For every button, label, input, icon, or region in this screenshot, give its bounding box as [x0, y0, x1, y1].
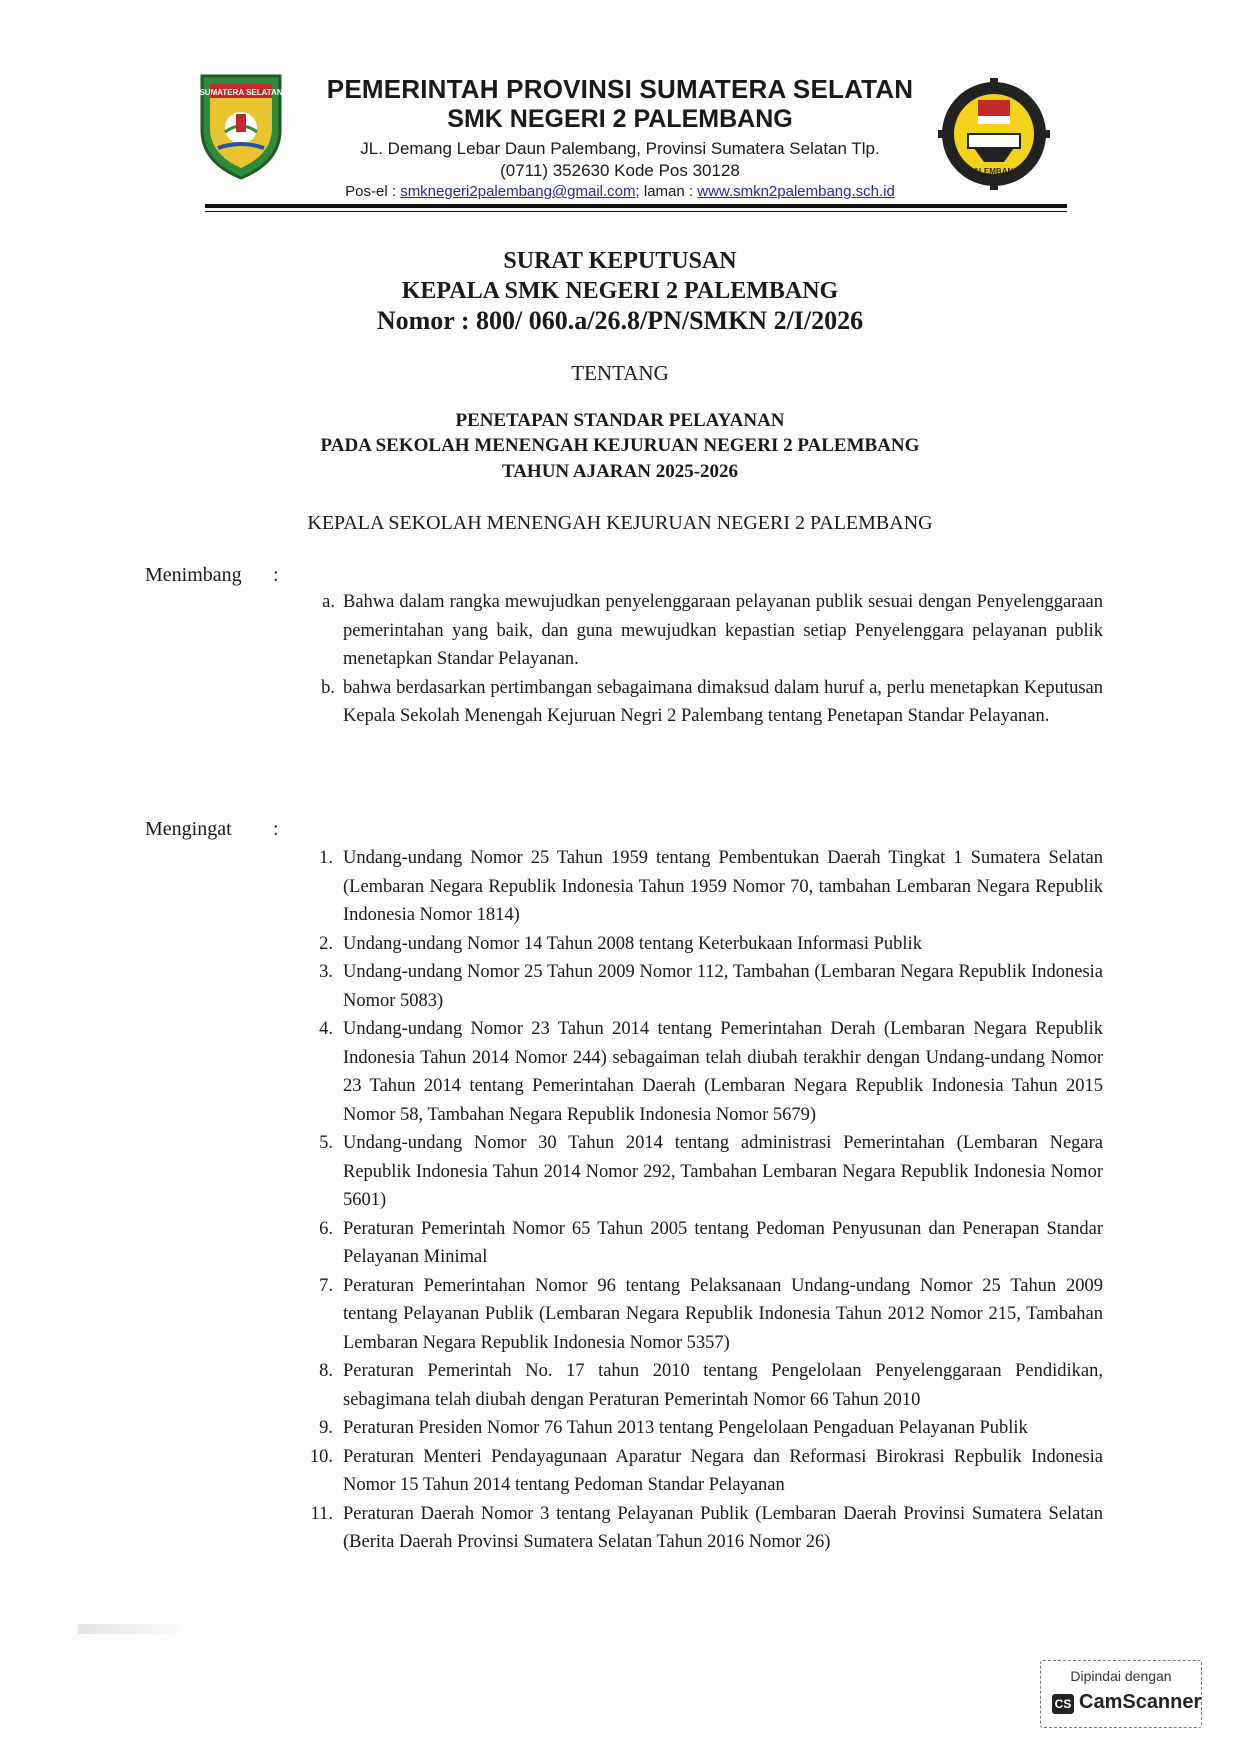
scanner-brand: CamScanner: [1079, 1691, 1202, 1713]
list-marker: 2.: [319, 933, 333, 954]
school-seal-logo: [938, 78, 1050, 190]
list-marker: 5.: [319, 1133, 333, 1153]
menimbang-list: [305, 588, 1103, 731]
contact-separator: ;: [635, 183, 640, 200]
list-item-text: Undang-undang Nomor 14 Tahun 2008 tentang Keterbukaan Informasi Publik: [343, 933, 922, 954]
letterhead-divider-thin: [205, 211, 1067, 212]
list-item: [305, 1015, 1103, 1129]
list-item-text: Undang-undang Nomor 25 Tahun 1959 tentang Pembentukan Daerah Tingkat 1 Sumatera Selatan (Lembaran Negara Republik Indonesia Tahun 1959 Nomor 70, tambahan Lembaran Negara Republik Indonesia Nomor 1814): [343, 848, 1103, 925]
list-item: [305, 930, 1103, 959]
issuer-line: KEPALA SEKOLAH MENENGAH KEJURUAN NEGERI 2 PALEMBANG: [307, 512, 933, 534]
list-item: [305, 1500, 1103, 1557]
list-marker: 4.: [319, 1019, 333, 1039]
list-item: [305, 844, 1103, 930]
list-marker: 10.: [309, 1446, 333, 1467]
about-heading: TENTANG: [571, 361, 669, 385]
list-marker: 11.: [310, 1503, 333, 1524]
mengingat-colon: :: [273, 818, 279, 840]
list-item: [305, 1129, 1103, 1215]
list-item: [305, 1414, 1103, 1443]
province-shield-logo: [196, 70, 286, 182]
list-item-text: Peraturan Presiden Nomor 76 Tahun 2013 tentang Pengelolaan Pengaduan Pelayanan Publik: [343, 1418, 1028, 1438]
list-marker: b.: [321, 677, 335, 698]
list-item-text: Undang-undang Nomor 30 Tahun 2014 tentang administrasi Pemerintahan (Lembaran Negara Republik Indonesia Tahun 2014 Nomor 292, Tambahan Lembaran Negara Republik Indonesia Nomor 5601): [343, 1133, 1103, 1210]
list-item-text: Peraturan Pemerintah Nomor 65 Tahun 2005 tentang Pedoman Penyusunan dan Penerapan Standar Pelayanan Minimal: [343, 1218, 1103, 1267]
list-marker: 8.: [319, 1361, 333, 1381]
subject-line-1: PENETAPAN STANDAR PELAYANAN: [455, 410, 785, 431]
list-item-text: bahwa berdasarkan pertimbangan sebagaimana dimaksud dalam huruf a, perlu menetapkan Keputusan Kepala Sekolah Menengah Kejuruan Negri 2 Palembang tentang Penetapan Standar Pelayanan.: [343, 677, 1103, 726]
menimbang-label: Menimbang: [145, 564, 242, 586]
website-label: laman :: [643, 183, 694, 200]
list-item-text: Peraturan Pemerintah No. 17 tahun 2010 tentang Pengelolaan Penyelenggaraan Pendidikan, sebagimana telah diubah dengan Peraturan Pemerintah Nomor 66 Tahun 2010: [343, 1361, 1103, 1410]
camscanner-badge: [1040, 1660, 1202, 1728]
list-marker: 1.: [319, 848, 333, 868]
list-item-text: Bahwa dalam rangka mewujudkan penyelenggaraan pelayanan publik sesuai dengan Penyelenggaraan pemerintahan yang baik, dan guna mewujudkan kepastian setiap Penyelenggara pelayanan publik menetapkan Standar Pelayanan.: [343, 592, 1103, 669]
decree-number: Nomor : 800/ 060.a/26.8/PN/SMKN 2/I/2026: [376, 306, 864, 335]
svg-text:SUMATERA SELATAN: SUMATERA SELATAN: [199, 88, 283, 97]
address-line-2: (0711) 352630 Kode Pos 30128: [500, 161, 740, 180]
scanner-caption: Dipindai dengan: [1070, 1668, 1172, 1684]
list-marker: a.: [322, 592, 335, 612]
list-item-text: Undang-undang Nomor 25 Tahun 2009 Nomor 112, Tambahan (Lembaran Negara Republik Indonesia Nomor 5083): [343, 962, 1103, 1011]
menimbang-colon: :: [273, 564, 279, 586]
list-item-text: Peraturan Pemerintahan Nomor 96 tentang Pelaksanaan Undang-undang Nomor 25 Tahun 2009 tentang Pelayanan Publik (Lembaran Negara Republik Indonesia Tahun 2012 Nomor 215, Tambahan Lembaran Negara Republik Indonesia Nomor 5357): [343, 1275, 1103, 1353]
letterhead-divider: [205, 204, 1067, 208]
list-marker: 3.: [319, 962, 333, 982]
decree-issuer-title: KEPALA SMK NEGERI 2 PALEMBANG: [401, 278, 839, 304]
list-item-text: Peraturan Menteri Pendayagunaan Aparatur Negara dan Reformasi Birokrasi Repbulik Indonesia Nomor 15 Tahun 2014 tentang Pedoman Standar Pelayanan: [343, 1446, 1103, 1495]
school-name: SMK NEGERI 2 PALEMBANG: [447, 105, 793, 133]
list-item: [305, 1357, 1103, 1414]
list-item: [305, 958, 1103, 1015]
letterhead: [300, 74, 940, 202]
mengingat-list: [305, 844, 1103, 1557]
list-marker: 6.: [319, 1218, 333, 1239]
list-marker: 9.: [319, 1418, 333, 1438]
subject-line-3: TAHUN AJARAN 2025-2026: [501, 461, 739, 482]
list-item: [305, 674, 1103, 731]
address-line-1: JL. Demang Lebar Daun Palembang, Provinsi Sumatera Selatan Tlp.: [360, 139, 880, 158]
list-item: [305, 1443, 1103, 1500]
list-item: [305, 1272, 1103, 1358]
list-item-text: Peraturan Daerah Nomor 3 tentang Pelayanan Publik (Lembaran Daerah Provinsi Sumatera Selatan (Berita Daerah Provinsi Sumatera Selatan Tahun 2016 Nomor 26): [343, 1503, 1103, 1552]
list-item-text: Undang-undang Nomor 23 Tahun 2014 tentang Pemerintahan Derah (Lembaran Negara Republik Indonesia Tahun 2014 Nomor 244) sebagaiman telah diubah terakhir dengan Undang-undang Nomor 23 Tahun 2014 tentang Pemerintahan Daerah (Lembaran Negara Republik Indonesia Tahun 2015 Nomor 58, Tambahan Negara Republik Indonesia Nomor 5679): [343, 1019, 1103, 1125]
mengingat-label: Mengingat: [145, 818, 232, 840]
email-link[interactable]: smknegeri2palembang@gmail.com: [400, 183, 636, 200]
list-marker: 7.: [319, 1275, 333, 1296]
list-item: [305, 588, 1103, 674]
contact-line: [300, 182, 940, 202]
svg-text:PALEMBANG: PALEMBANG: [968, 167, 1020, 176]
decree-title: SURAT KEPUTUSAN: [503, 248, 737, 274]
subject-line-2: PADA SEKOLAH MENENGAH KEJURUAN NEGERI 2 PALEMBANG: [320, 435, 920, 456]
email-label: Pos-el :: [345, 183, 397, 200]
scan-smudge: [78, 1624, 178, 1634]
government-name: PEMERINTAH PROVINSI SUMATERA SELATAN: [326, 74, 914, 104]
website-link[interactable]: www.smkn2palembang.sch.id: [697, 183, 895, 200]
camscanner-logo-icon: CS: [1052, 1694, 1074, 1714]
list-item: [305, 1215, 1103, 1272]
